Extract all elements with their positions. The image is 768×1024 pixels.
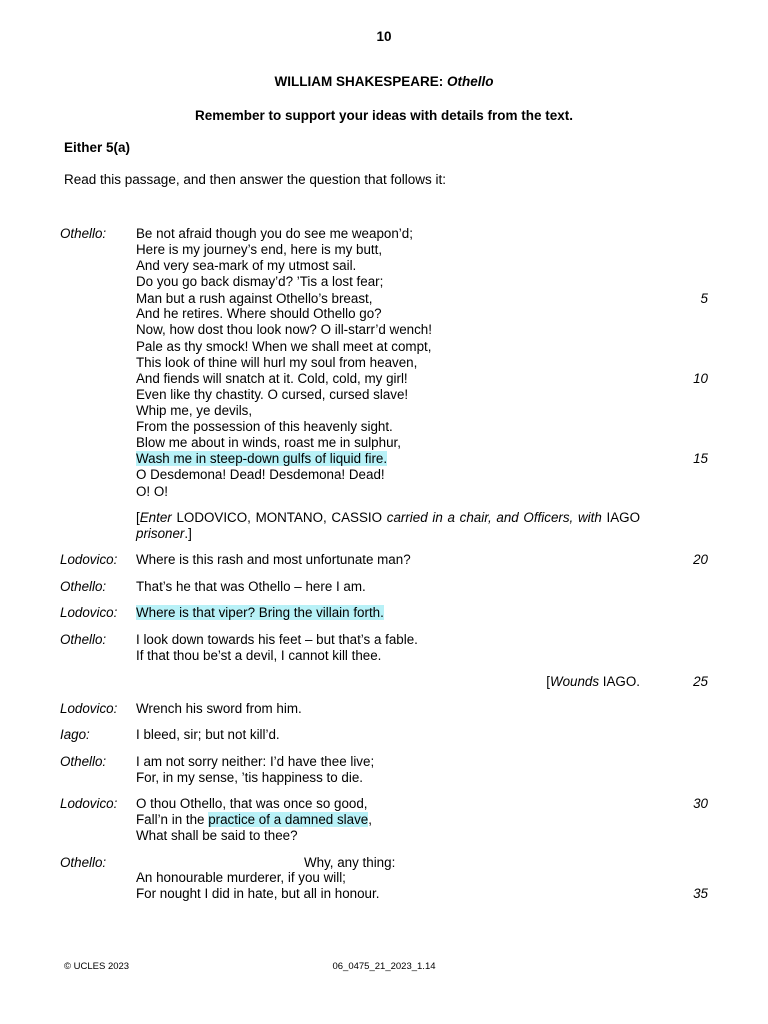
passage-line: Why, any thing: — [304, 855, 396, 870]
stage-enter: Enter — [139, 510, 172, 525]
passage-line: Do you go back dismay’d? ’Tis a lost fear; — [136, 274, 384, 289]
intro-text: Read this passage, and then answer the question that follows it: — [64, 172, 446, 187]
passage-line: Now, how dost thou look now? O ill-starr’d wench! — [136, 322, 432, 337]
passage-line-fall — [136, 812, 372, 827]
passage-line: Even like thy chastity. O cursed, cursed slave! — [136, 387, 409, 402]
footer-code: 06_0475_21_2023_1.14 — [332, 961, 436, 972]
passage-line: Be not afraid though you do see me weapon’d; — [136, 226, 413, 241]
title-play: Othello — [447, 74, 494, 89]
speaker-othello: Othello: — [60, 754, 107, 769]
stage-iago: IAGO. — [599, 674, 640, 689]
question-label: Either 5(a) — [64, 140, 131, 155]
line-number: 5 — [700, 291, 708, 306]
stage-wounds: Wounds — [549, 674, 600, 689]
fall-before: Fall’n in the — [136, 812, 209, 827]
speaker-othello: Othello: — [60, 579, 107, 594]
speaker-lodovico: Lodovico: — [60, 701, 118, 716]
page-title — [0, 74, 768, 89]
passage-line: Whip me, ye devils, — [136, 403, 253, 418]
speaker-othello: Othello: — [60, 855, 107, 870]
stage-prisoner: prisoner — [136, 526, 185, 542]
passage-line: And very sea-mark of my utmost sail. — [136, 258, 357, 273]
line-number: 20 — [693, 552, 708, 567]
footer-copyright: © UCLES 2023 — [64, 961, 130, 972]
passage-line: From the possession of this heavenly sight. — [136, 419, 393, 434]
title-author: WILLIAM SHAKESPEARE: — [274, 74, 447, 89]
speaker-othello: Othello: — [60, 632, 107, 647]
speaker-othello: Othello: — [60, 226, 107, 241]
passage-line: Here is my journey’s end, here is my butt, — [136, 242, 383, 257]
speaker-lodovico: Lodovico: — [60, 552, 118, 567]
stage-carried: carried in a chair, and Officers, with — [386, 510, 602, 525]
highlighted-line: Wash me in steep-down gulfs of liquid fire. — [136, 451, 388, 466]
fall-after: , — [368, 812, 372, 827]
passage-line: For, in my sense, ’tis happiness to die. — [136, 770, 364, 785]
passage-line: I am not sorry neither: I’d have thee live; — [136, 754, 375, 769]
line-number: 30 — [693, 796, 708, 811]
passage-line: Blow me about in winds, roast me in sulphur, — [136, 435, 401, 450]
highlighted-phrase: practice of a damned slave — [208, 812, 369, 827]
speaker-iago: Iago: — [60, 727, 90, 742]
passage-line: Where is this rash and most unfortunate man? — [136, 552, 411, 567]
passage-line: For nought I did in hate, but all in honour. — [136, 886, 380, 901]
passage-line: And fiends will snatch at it. Cold, cold, my girl! — [136, 371, 408, 386]
instruction: Remember to support your ideas with details from the text. — [194, 108, 574, 123]
highlighted-line: Where is that viper? Bring the villain forth. — [136, 605, 384, 620]
stage-names: LODOVICO, MONTANO, CASSIO — [171, 510, 387, 525]
stage-iago: IAGO — [601, 510, 640, 525]
stage-direction-enter — [136, 510, 640, 542]
bracket: [ — [546, 674, 550, 689]
passage-line: I bleed, sir; but not kill’d. — [136, 727, 280, 742]
passage-line: O! O! — [136, 484, 168, 499]
passage-line: That’s he that was Othello – here I am. — [136, 579, 366, 594]
page-number: 10 — [376, 29, 392, 44]
bracket: [ — [136, 510, 140, 525]
passage-line: An honourable murderer, if you will; — [136, 870, 346, 885]
passage-line: I look down towards his feet – but that’s a fable. — [136, 632, 418, 647]
passage-line: This look of thine will hurl my soul from heaven, — [136, 355, 418, 370]
line-number: 15 — [693, 451, 708, 466]
line-number: 35 — [693, 886, 708, 901]
passage-line: If that thou be’st a devil, I cannot kill thee. — [136, 648, 382, 663]
bracket: .] — [184, 526, 192, 542]
stage-direction-wounds — [546, 674, 640, 689]
passage-line: Man but a rush against Othello’s breast, — [136, 291, 373, 306]
line-number: 25 — [693, 674, 708, 689]
passage-line: Pale as thy smock! When we shall meet at compt, — [136, 339, 432, 354]
passage-line: Wrench his sword from him. — [136, 701, 302, 716]
passage-line: And he retires. Where should Othello go? — [136, 306, 382, 321]
passage-line: What shall be said to thee? — [136, 828, 298, 843]
speaker-lodovico: Lodovico: — [60, 796, 118, 811]
line-number: 10 — [693, 371, 708, 386]
passage-line: O Desdemona! Dead! Desdemona! Dead! — [136, 467, 385, 482]
passage-line: O thou Othello, that was once so good, — [136, 796, 368, 811]
speaker-lodovico: Lodovico: — [60, 605, 118, 620]
